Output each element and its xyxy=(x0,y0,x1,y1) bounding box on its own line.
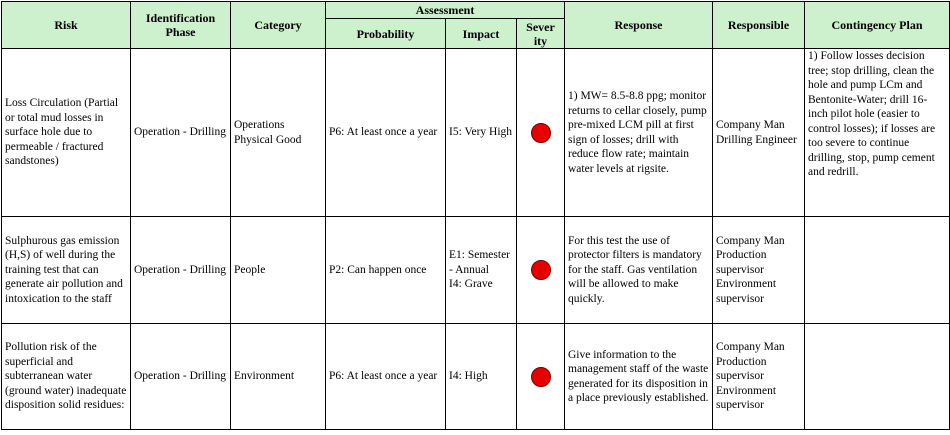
severity-indicator xyxy=(531,367,551,387)
probability-cell: P2: Can happen once xyxy=(326,217,446,324)
category-cell: People xyxy=(231,217,326,324)
header-identification-phase: Identification Phase xyxy=(131,2,231,49)
response-cell: For this test the use of protector filters is mandatory for the staff. Gas ventilation will be allowed to make quickly. xyxy=(565,217,713,324)
header-responsible: Responsible xyxy=(713,2,805,49)
risk-cell: Pollution risk of the superficial and subterranean water (ground water) inadequate disposition solid residues: xyxy=(2,324,131,430)
impact-cell: I5: Very High xyxy=(446,49,517,217)
severity-cell xyxy=(517,49,565,217)
phase-cell: Operation - Drilling xyxy=(131,324,231,430)
category-cell: Environment xyxy=(231,324,326,430)
header-response: Response xyxy=(565,2,713,49)
impact-cell: E1: Semester - Annual I4: Grave xyxy=(446,217,517,324)
phase-cell: Operation - Drilling xyxy=(131,49,231,217)
header-severity: Sever ity xyxy=(517,19,565,49)
probability-cell: P6: At least once a year xyxy=(326,324,446,430)
response-cell: 1) MW= 8.5-8.8 ppg; monitor returns to cellar closely, pump pre-mixed LCM pill at first sign of losses; drill with reduce flow rate; maintain water levels at rigsite. xyxy=(565,49,713,217)
risk-table xyxy=(1,1,950,430)
severity-cell xyxy=(517,217,565,324)
table-row xyxy=(2,49,950,217)
header-impact: Impact xyxy=(446,19,517,49)
header-assessment: Assessment xyxy=(326,2,565,19)
responsible-cell: Company Man Production supervisor Environment supervisor xyxy=(713,324,805,430)
risk-cell: Loss Circulation (Partial or total mud losses in surface hole due to permeable / fractured sandstones) xyxy=(2,49,131,217)
header-probability: Probability xyxy=(326,19,446,49)
header-contingency-plan: Contingency Plan xyxy=(805,2,950,49)
responsible-cell: Company Man Production supervisor Environment supervisor xyxy=(713,217,805,324)
severity-indicator xyxy=(531,123,551,143)
contingency-cell xyxy=(805,324,950,430)
table-row xyxy=(2,324,950,430)
probability-cell: P6: At least once a year xyxy=(326,49,446,217)
header-risk: Risk xyxy=(2,2,131,49)
contingency-cell xyxy=(805,217,950,324)
responsible-cell: Company Man Drilling Engineer xyxy=(713,49,805,217)
table-row xyxy=(2,217,950,324)
severity-indicator xyxy=(531,260,551,280)
impact-cell: I4: High xyxy=(446,324,517,430)
severity-cell xyxy=(517,324,565,430)
contingency-cell: 1) Follow losses decision tree; stop drilling, clean the hole and pump LCm and Bentonite-Water; drill 16-inch pilot hole (easier to control losses); if losses are too severe to continue drilling, stop, pump cement and redrill. xyxy=(805,49,950,217)
header-category: Category xyxy=(231,2,326,49)
response-cell: Give information to the management staff of the waste generated for its disposition in a place previously established. xyxy=(565,324,713,430)
category-cell: Operations Physical Good xyxy=(231,49,326,217)
risk-cell: Sulphurous gas emission (H,S) of well during the training test that can generate air pollution and intoxication to the staff xyxy=(2,217,131,324)
phase-cell: Operation - Drilling xyxy=(131,217,231,324)
